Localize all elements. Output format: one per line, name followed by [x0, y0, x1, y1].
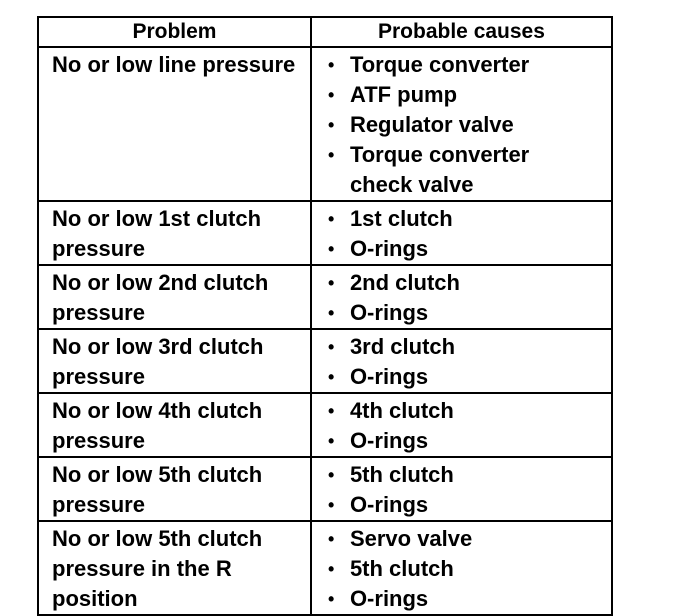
problem-cell [38, 201, 311, 265]
cause-text: • 5th clutch [349, 462, 454, 487]
cause-text: • 5th clutch [349, 556, 454, 581]
causes-cell [311, 265, 612, 329]
table-row [38, 201, 612, 265]
cause-item [326, 80, 611, 110]
problem-text: No or low 5th clutch pressure in the R position [52, 526, 263, 611]
causes-list [326, 396, 611, 456]
causes-list [326, 268, 611, 328]
table-row [38, 329, 612, 393]
problem-text: No or low 4th clutch pressure [52, 398, 263, 453]
cause-text: • Torque converter check valve [349, 142, 530, 197]
cause-text: • O-rings [349, 428, 429, 453]
cause-item [326, 204, 611, 234]
cause-item [326, 396, 611, 426]
troubleshooting-table [37, 16, 613, 616]
causes-cell [311, 457, 612, 521]
cause-text: • 3rd clutch [349, 334, 456, 359]
cause-text: • ATF pump [349, 82, 458, 107]
table-row [38, 393, 612, 457]
causes-cell [311, 201, 612, 265]
cause-text: • 2nd clutch [349, 270, 460, 295]
problem-text: No or low 1st clutch pressure [52, 206, 262, 261]
cause-item [326, 332, 611, 362]
problem-cell [38, 329, 311, 393]
cause-item [326, 50, 611, 80]
causes-list [326, 524, 611, 614]
cause-text: • O-rings [349, 492, 429, 517]
table-row [38, 521, 612, 615]
cause-item [326, 584, 611, 614]
cause-text: • O-rings [349, 586, 429, 611]
cause-item [326, 234, 611, 264]
table-header-row [38, 17, 612, 47]
cause-item [326, 460, 611, 490]
cause-item [326, 140, 611, 200]
causes-cell [311, 521, 612, 615]
problem-cell [38, 457, 311, 521]
problem-cell [38, 521, 311, 615]
cause-text: • O-rings [349, 236, 429, 261]
causes-cell [311, 329, 612, 393]
cause-item [326, 554, 611, 584]
problem-cell [38, 393, 311, 457]
cause-item [326, 298, 611, 328]
cause-item [326, 426, 611, 456]
cause-text: • Torque converter [349, 52, 530, 77]
cause-text: • 1st clutch [349, 206, 453, 231]
causes-column-header: Probable causes [311, 17, 612, 47]
table-row [38, 47, 612, 201]
problem-cell [38, 265, 311, 329]
causes-list [326, 204, 611, 264]
problem-column-header: Problem [38, 17, 311, 47]
problem-text: No or low 2nd clutch pressure [52, 270, 269, 325]
causes-list [326, 50, 611, 200]
cause-text: • Regulator valve [349, 112, 514, 137]
problem-cell [38, 47, 311, 201]
cause-text: • 4th clutch [349, 398, 454, 423]
causes-cell [311, 47, 612, 201]
cause-item [326, 524, 611, 554]
cause-item [326, 268, 611, 298]
problem-text: No or low 3rd clutch pressure [52, 334, 264, 389]
table-row [38, 265, 612, 329]
cause-text: • O-rings [349, 364, 429, 389]
causes-list [326, 332, 611, 392]
table-body [38, 47, 612, 615]
cause-text: • O-rings [349, 300, 429, 325]
cause-item [326, 490, 611, 520]
cause-item [326, 362, 611, 392]
problem-text: No or low 5th clutch pressure [52, 462, 263, 517]
table-row [38, 457, 612, 521]
problem-text: No or low line pressure [52, 52, 296, 77]
cause-text: • Servo valve [349, 526, 473, 551]
causes-list [326, 460, 611, 520]
causes-cell [311, 393, 612, 457]
cause-item [326, 110, 611, 140]
